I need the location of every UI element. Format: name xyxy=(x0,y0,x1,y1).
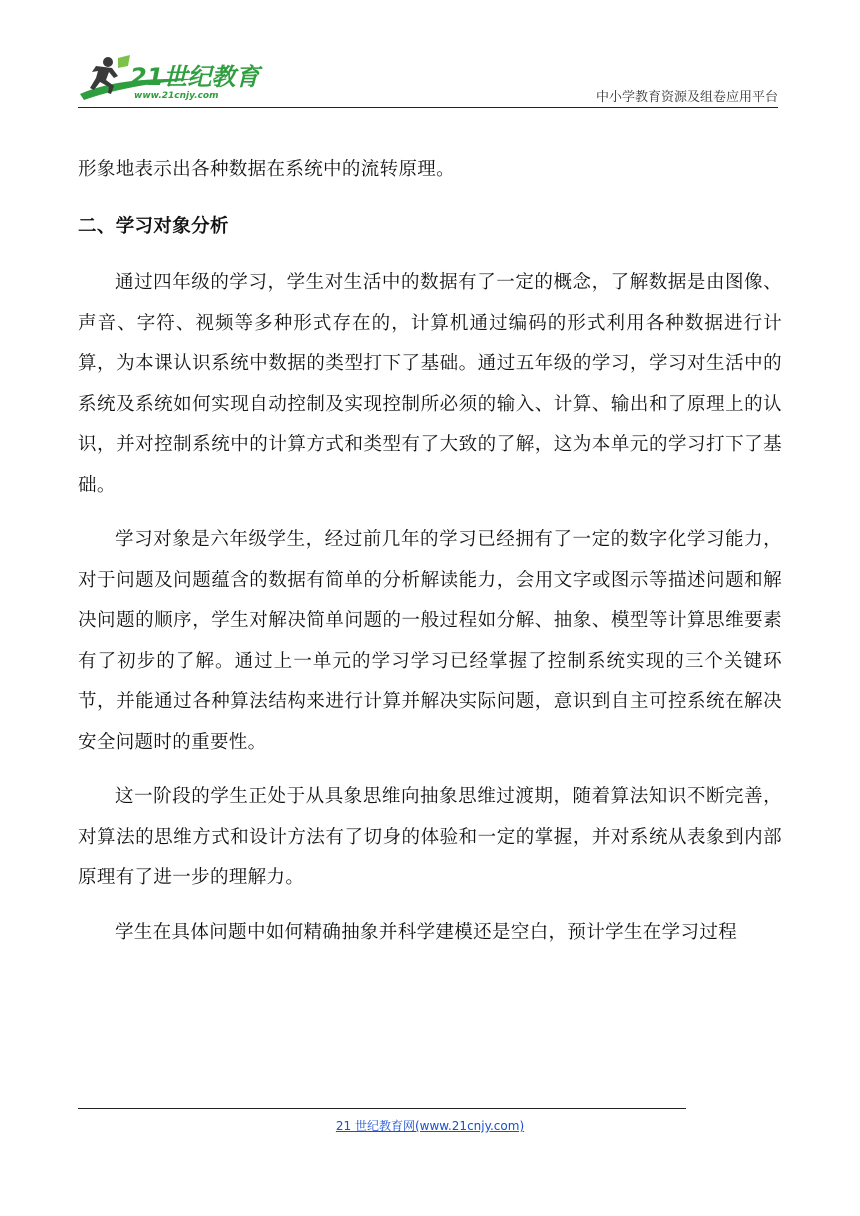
logo-text: 21世纪教育 xyxy=(130,63,260,91)
page-header xyxy=(78,52,778,108)
body-paragraph-3: 这一阶段的学生正处于从具象思维向抽象思维过渡期，随着算法知识不断完善，对算法的思维方式和设计方法有了切身的体验和一定的掌握，并对系统从表象到内部原理有了进一步的理解力。 xyxy=(78,786,782,888)
header-divider xyxy=(78,107,778,108)
section-heading: 二、学习对象分析 xyxy=(78,215,229,237)
document-body xyxy=(78,150,782,953)
footer-link[interactable]: 21 世纪教育网(www.21cnjy.com) xyxy=(335,1119,525,1133)
logo-url-text: www.21cnjy.com xyxy=(134,91,219,101)
continuation-paragraph: 形象地表示出各种数据在系统中的流转原理。 xyxy=(78,159,456,180)
body-paragraph-1: 通过四年级的学习，学生对生活中的数据有了一定的概念，了解数据是由图像、声音、字符、视频等多种形式存在的，计算机通过编码的形式利用各种数据进行计算，为本课认识系统中数据的类型打下了基础。通过五年级的学习，学习对生活中的系统及系统如何实现自动控制及实现控制所必须的输入、计算、输出和了原理上的认识，并对控制系统中的计算方式和类型有了大致的了解，这为本单元的学习打下了基础。 xyxy=(78,272,782,496)
site-title: 中小学教育资源及组卷应用平台 xyxy=(595,90,778,105)
body-paragraph-2: 学习对象是六年级学生，经过前几年的学习已经拥有了一定的数字化学习能力，对于问题及问题蕴含的数据有简单的分析解读能力，会用文字或图示等描述问题和解决问题的顺序，学生对解决简单问题的一般过程如分解、抽象、模型等计算思维要素有了初步的了解。通过上一单元的学习学习已经掌握了控制系统实现的三个关键环节，并能通过各种算法结构来进行计算并解决实际问题，意识到自主可控系统在解决安全问题时的重要性。 xyxy=(78,529,782,753)
footer-divider xyxy=(78,1108,686,1109)
site-logo[interactable] xyxy=(78,52,278,106)
body-paragraph-4: 学生在具体问题中如何精确抽象并科学建模还是空白，预计学生在学习过程 xyxy=(115,921,738,943)
logo-flag xyxy=(118,55,130,68)
